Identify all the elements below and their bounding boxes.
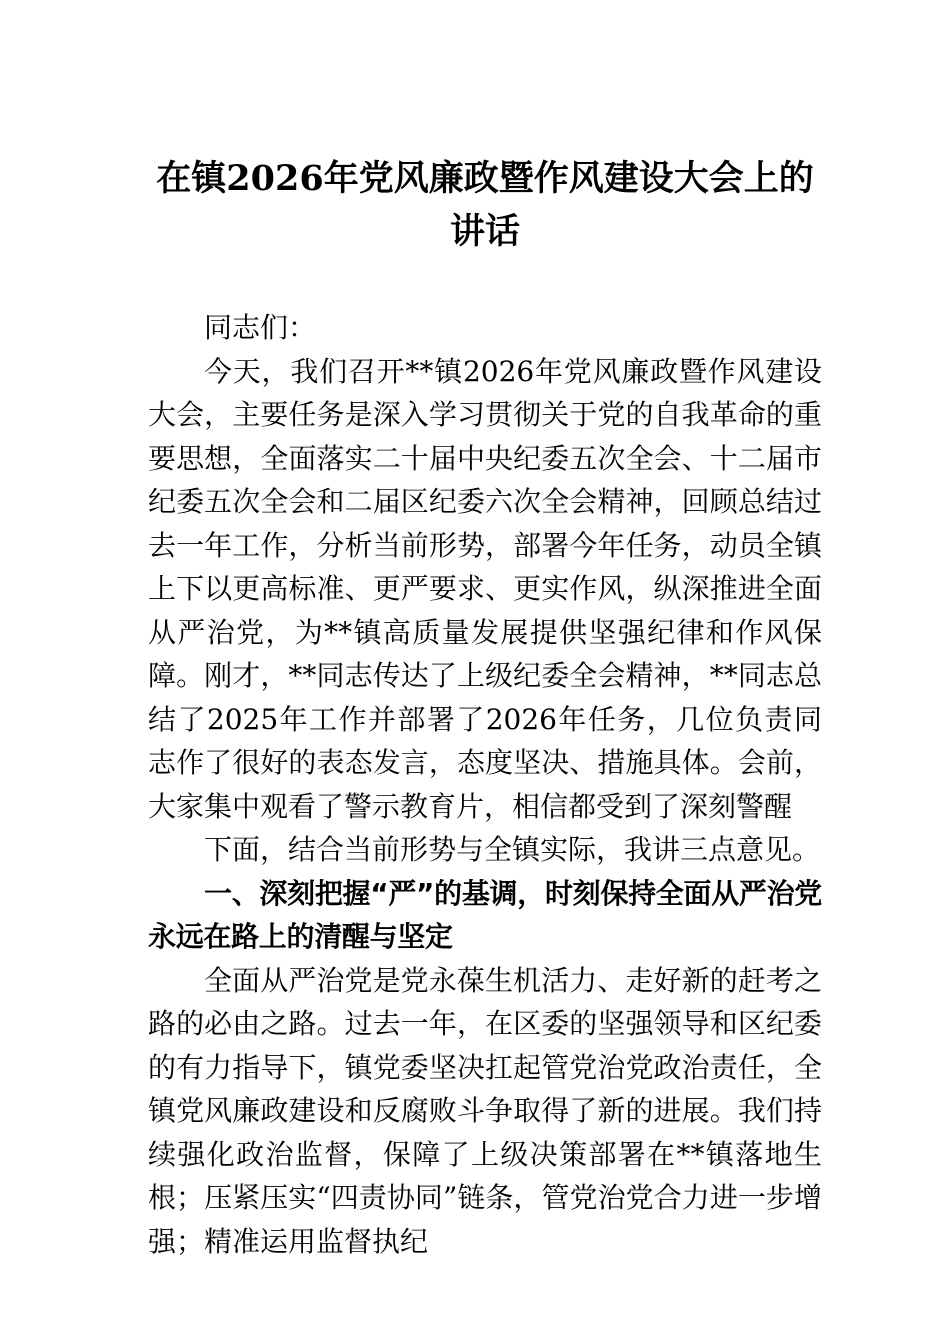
paragraph-opening-remarks: 今天，我们召开**镇2026年党风廉政暨作风建设大会，主要任务是深入学习贯彻关于党的自我革命的重要思想，全面落实二十届中央纪委五次全会、十二届市纪委五次全会和二届区纪委六次全会精神，回顾总结过去一年工作，分析当前形势，部署今年任务，动员全镇上下以更高标准、更严要求、更实作风，纵深推进全面从严治党，为**镇高质量发展提供坚强纪律和作风保障。刚才，**同志传达了上级纪委全会精神，**同志总结了2025年工作并部署了2026年任务，几位负责同志作了很好的表态发言，态度坚决、措施具体。会前，大家集中观看了警示教育片，相信都受到了深刻警醒: [148, 354, 822, 823]
paragraph-section-one-body: 全面从严治党是党永葆生机活力、走好新的赶考之路的必由之路。过去一年，在区委的坚强领导和区纪委的有力指导下，镇党委坚决扛起管党治党政治责任，全镇党风廉政建设和反腐败斗争取得了新的进展。我们持续强化政治监督，保障了上级决策部署在**镇落地生根；压紧压实“四责协同”链条，管党治党合力进一步增强；精准运用监督执纪: [148, 963, 822, 1258]
section-heading-one: 一、深刻把握“严”的基调，时刻保持全面从严治党永远在路上的清醒与坚定: [148, 876, 822, 953]
salutation: 同志们：: [204, 311, 317, 344]
paragraph-three-points-intro: 下面，结合当前形势与全镇实际，我讲三点意见。: [204, 833, 821, 866]
page-title: 在镇2026年党风廉政暨作风建设大会上的讲话: [156, 158, 814, 252]
document-body: [148, 0, 822, 1263]
